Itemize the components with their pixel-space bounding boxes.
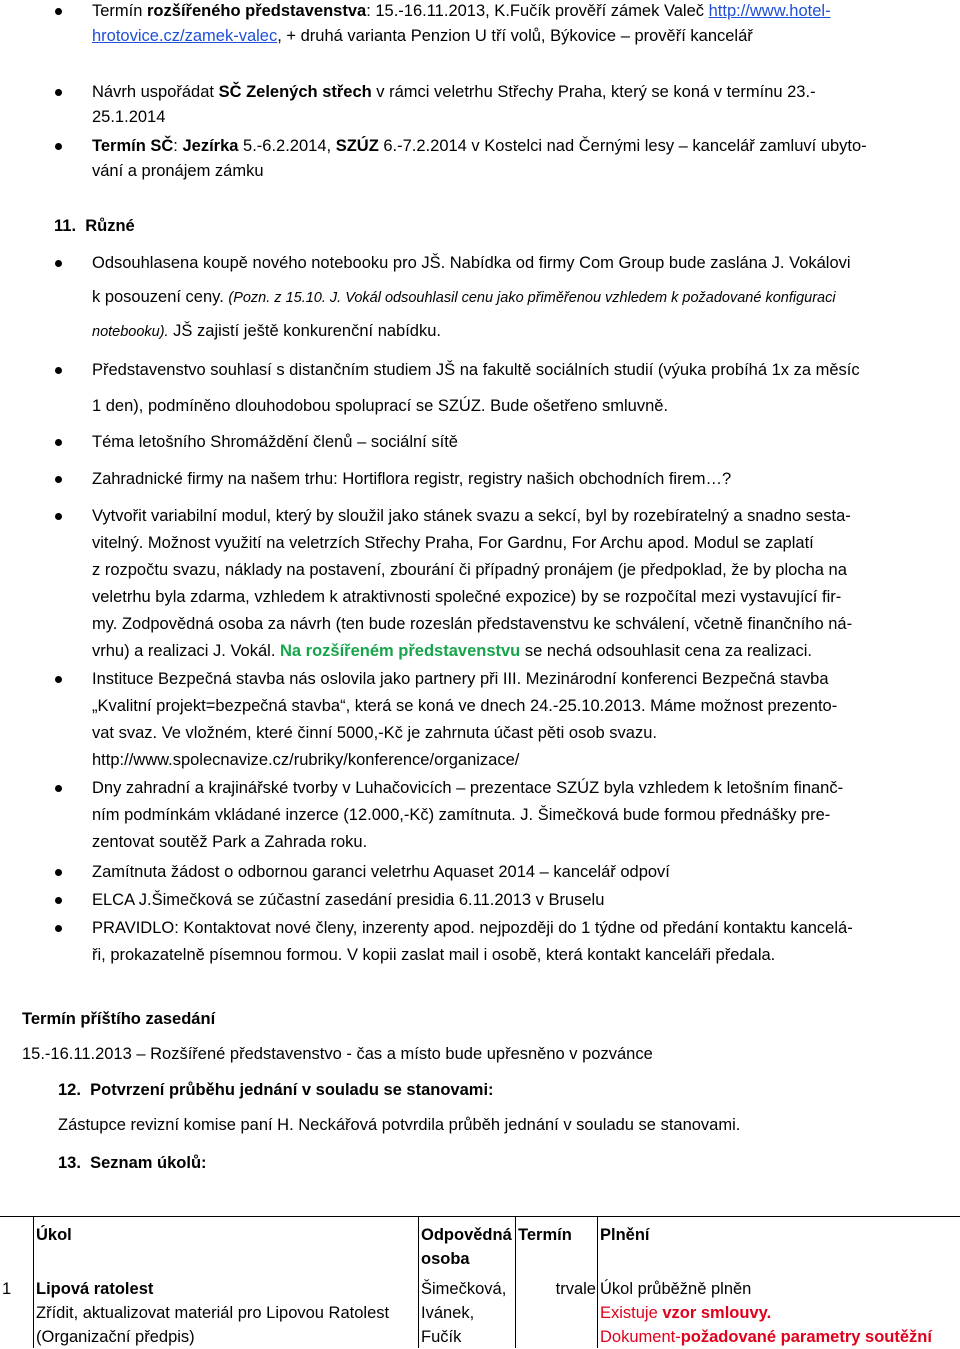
fulfilment-cell bbox=[598, 1277, 960, 1349]
bullet-icon bbox=[55, 869, 62, 876]
b9-line4: http://www.spolecnavize.cz/rubriky/konference/organizace/ bbox=[92, 751, 520, 769]
b11-line1: Zamítnuta žádost o odbornou garanci veletrhu Aquaset 2014 – kancelář odpoví bbox=[92, 863, 670, 881]
task-text: (Organizační předpis) bbox=[36, 1328, 195, 1346]
tasks-table bbox=[0, 1216, 960, 1349]
b4-line1: Odsouhlasena koupě nového notebooku pro JŠ. Nabídka od firmy Com Group bude zaslána J. Vokálovi bbox=[92, 254, 851, 272]
section-12-heading bbox=[58, 1079, 494, 1101]
b4-line2 bbox=[92, 286, 836, 309]
text: k posouzení ceny. bbox=[92, 288, 229, 306]
deadline-text: trvale bbox=[555, 1280, 596, 1298]
bullet-icon bbox=[55, 260, 62, 267]
owner-text: Šimečková, bbox=[421, 1280, 507, 1298]
fulfilment-red: Existuje bbox=[600, 1304, 663, 1322]
owner-text: Fučík bbox=[421, 1328, 462, 1346]
b8-line2: vitelný. Možnost využití na veletrzích Střechy Praha, For Gardnu, For Archu apod. Modul se zaplatí bbox=[92, 534, 814, 552]
header-owner: Odpovědná osoba bbox=[421, 1226, 512, 1268]
b8-line3: z rozpočtu svazu, náklady na postavení, zbourání či případný pronájem (je předpoklad, že by plocha na bbox=[92, 561, 847, 579]
text: Návrh uspořádat bbox=[92, 83, 219, 101]
b8-line6 bbox=[92, 640, 812, 662]
b3-line1 bbox=[92, 135, 867, 157]
fulfilment-text: Úkol průběžně plněn bbox=[600, 1280, 752, 1298]
b3-line2: vání a pronájem zámku bbox=[92, 162, 264, 180]
bullet-icon bbox=[55, 676, 62, 683]
section-number: 13. bbox=[58, 1154, 81, 1172]
section-12-text: Zástupce revizní komise paní H. Neckářová potvrdila průběh jednání v souladu se stanovami. bbox=[58, 1116, 741, 1134]
next-meeting-heading bbox=[22, 1008, 215, 1030]
b5-line1: Představenstvo souhlasí s distančním studiem JŠ na fakultě sociálních studií (výuka probíhá 1x za měsíc bbox=[92, 361, 860, 379]
section-11-heading bbox=[54, 215, 135, 237]
bullet-icon bbox=[55, 785, 62, 792]
header-task: Úkol bbox=[36, 1226, 72, 1244]
b5-line2: 1 den), podmíněno dlouhodobou spoluprací se SZÚZ. Bude ošetřeno smluvně. bbox=[92, 397, 669, 415]
section-title: Seznam úkolů: bbox=[90, 1154, 207, 1172]
b1-line1 bbox=[92, 0, 831, 22]
b2-line2: 25.1.2014 bbox=[92, 108, 166, 126]
bullet-icon bbox=[55, 367, 62, 374]
bullet-icon bbox=[55, 143, 62, 150]
text-bold: rozšířeného představenstva bbox=[147, 2, 367, 20]
text: vrhu) a realizaci J. Vokál. bbox=[92, 642, 280, 660]
section-number: 11. bbox=[54, 217, 77, 235]
header-cell bbox=[516, 1217, 598, 1278]
bullet-icon bbox=[55, 89, 62, 96]
owner-cell bbox=[419, 1277, 516, 1349]
fulfilment-red-bold: vzor smlouvy. bbox=[662, 1304, 772, 1322]
section-13-heading bbox=[58, 1152, 207, 1174]
b6-line1: Téma letošního Shromáždění členů – sociální sítě bbox=[92, 433, 458, 451]
text: : 15.-16.11.2013, K.Fučík prověří zámek Valeč bbox=[366, 2, 709, 20]
bullet-icon bbox=[55, 925, 62, 932]
b9-line2: „Kvalitní projekt=bezpečná stavba“, která se koná ve dnech 24.-25.10.2013. Máme možnost prezento- bbox=[92, 697, 838, 715]
text: JŠ zajistí ještě konkurenční nabídku. bbox=[168, 322, 441, 340]
text: se nechá odsouhlasit cena za realizaci. bbox=[520, 642, 812, 660]
text-italic: notebooku). bbox=[92, 324, 169, 340]
bullet-icon bbox=[55, 439, 62, 446]
deadline-cell bbox=[516, 1277, 598, 1349]
table-row bbox=[0, 1277, 960, 1349]
task-cell bbox=[34, 1277, 419, 1349]
b9-line3: vat svaz. Ve vložném, které činní 5000,-Kč je zahrnuta účast pěti osob svazu. bbox=[92, 724, 657, 742]
bullet-icon bbox=[55, 513, 62, 520]
header-cell bbox=[0, 1217, 34, 1278]
header-deadline: Termín bbox=[518, 1226, 572, 1244]
b2-line1 bbox=[92, 81, 816, 103]
text: v rámci veletrhu Střechy Praha, který se koná v termínu 23.- bbox=[371, 83, 816, 101]
section-title: Potvrzení průběhu jednání v souladu se stanovami: bbox=[90, 1081, 494, 1099]
b8-line5: my. Zodpovědná osoba za návrh (ten bude rozeslán představenstvu ke schválení, včetně finančního ná- bbox=[92, 615, 853, 633]
header-fulfilment: Plnění bbox=[600, 1226, 650, 1244]
hotel-link[interactable]: http://www.hotel- bbox=[708, 2, 831, 20]
text-bold: Termín SČ bbox=[92, 137, 174, 155]
b4-line3 bbox=[92, 320, 441, 343]
text: : bbox=[173, 137, 183, 155]
b1-line2 bbox=[92, 25, 753, 47]
task-title: Lipová ratolest bbox=[36, 1280, 154, 1298]
fulfilment-red-bold: požadované parametry soutěžní bbox=[680, 1328, 932, 1346]
text-bold: Jezírka bbox=[182, 137, 239, 155]
bullet-icon bbox=[55, 897, 62, 904]
b9-line1: Instituce Bezpečná stavba nás oslovila jako partnery při III. Mezinárodní konferenci Bezpečná stavba bbox=[92, 670, 829, 688]
text-bold: SČ Zelených střech bbox=[218, 83, 372, 101]
text: , + druhá varianta Penzion U tří volů, Býkovice – prověří kancelář bbox=[277, 27, 753, 45]
text: 6.-7.2.2014 v Kostelci nad Černými lesy – kancelář zamluví ubyto- bbox=[378, 137, 867, 155]
section-title: Různé bbox=[85, 217, 135, 235]
fulfilment-red: Dokument- bbox=[600, 1328, 681, 1346]
header-cell bbox=[34, 1217, 419, 1278]
b10-line1: Dny zahradní a krajinářské tvorby v Luhačovicích – prezentace SZÚZ byla vzhledem k letošním finanč- bbox=[92, 779, 844, 797]
b8-line4: veletrhu byla zdarma, vzhledem k atraktivnosti společné expozice) by se rozpočítal mezi vystavující fir- bbox=[92, 588, 842, 606]
b7-line1: Zahradnické firmy na našem trhu: Hortiflora registr, registry našich obchodních firem…? bbox=[92, 470, 732, 488]
bullet-icon bbox=[55, 476, 62, 483]
text: Termín bbox=[92, 2, 148, 20]
header-cell bbox=[419, 1217, 516, 1278]
text: 5.-6.2.2014, bbox=[238, 137, 336, 155]
b13-line1: PRAVIDLO: Kontaktovat nové členy, inzerenty apod. nejpozději do 1 týdne od předání kontaktu kancelá- bbox=[92, 919, 853, 937]
owner-text: Ivánek, bbox=[421, 1304, 475, 1322]
b12-line1: ELCA J.Šimečková se zúčastní zasedání presidia 6.11.2013 v Bruselu bbox=[92, 891, 605, 909]
table-header-row bbox=[0, 1217, 960, 1278]
b13-line2: ři, prokazatelně písemnou formou. V kopii zaslat mail i osobě, která kontakt kanceláři předala. bbox=[92, 946, 776, 964]
text-italic: (Pozn. z 15.10. J. Vokál odsouhlasil cenu jako přiměřenou vzhledem k požadované konfiguraci bbox=[228, 290, 836, 306]
text-green: Na rozšířeném představenstvu bbox=[280, 642, 521, 660]
row-number: 1 bbox=[2, 1280, 12, 1298]
b10-line2: ním podmínkám vkládané inzerce (12.000,-Kč) zamítnuta. J. Šimečková bude formou přednášky pre- bbox=[92, 806, 831, 824]
b8-line1: Vytvořit variabilní modul, který by sloužil jako stánek svazu a sekcí, byl by rozebíratelný a snadno sesta- bbox=[92, 507, 851, 525]
heading-text: Termín příštího zasedání bbox=[22, 1010, 216, 1028]
task-text: Zřídit, aktualizovat materiál pro Lipovou Ratolest bbox=[36, 1304, 390, 1322]
hotel-link-cont[interactable]: hrotovice.cz/zamek-valec bbox=[92, 27, 278, 45]
b10-line3: zentovat soutěž Park a Zahrada roku. bbox=[92, 833, 368, 851]
next-meeting-text: 15.-16.11.2013 – Rozšířené představenstvo - čas a místo bude upřesněno v pozvánce bbox=[22, 1045, 653, 1063]
text-bold: SZÚZ bbox=[335, 137, 379, 155]
bullet-icon bbox=[55, 8, 62, 15]
section-number: 12. bbox=[58, 1081, 81, 1099]
header-cell bbox=[598, 1217, 960, 1278]
